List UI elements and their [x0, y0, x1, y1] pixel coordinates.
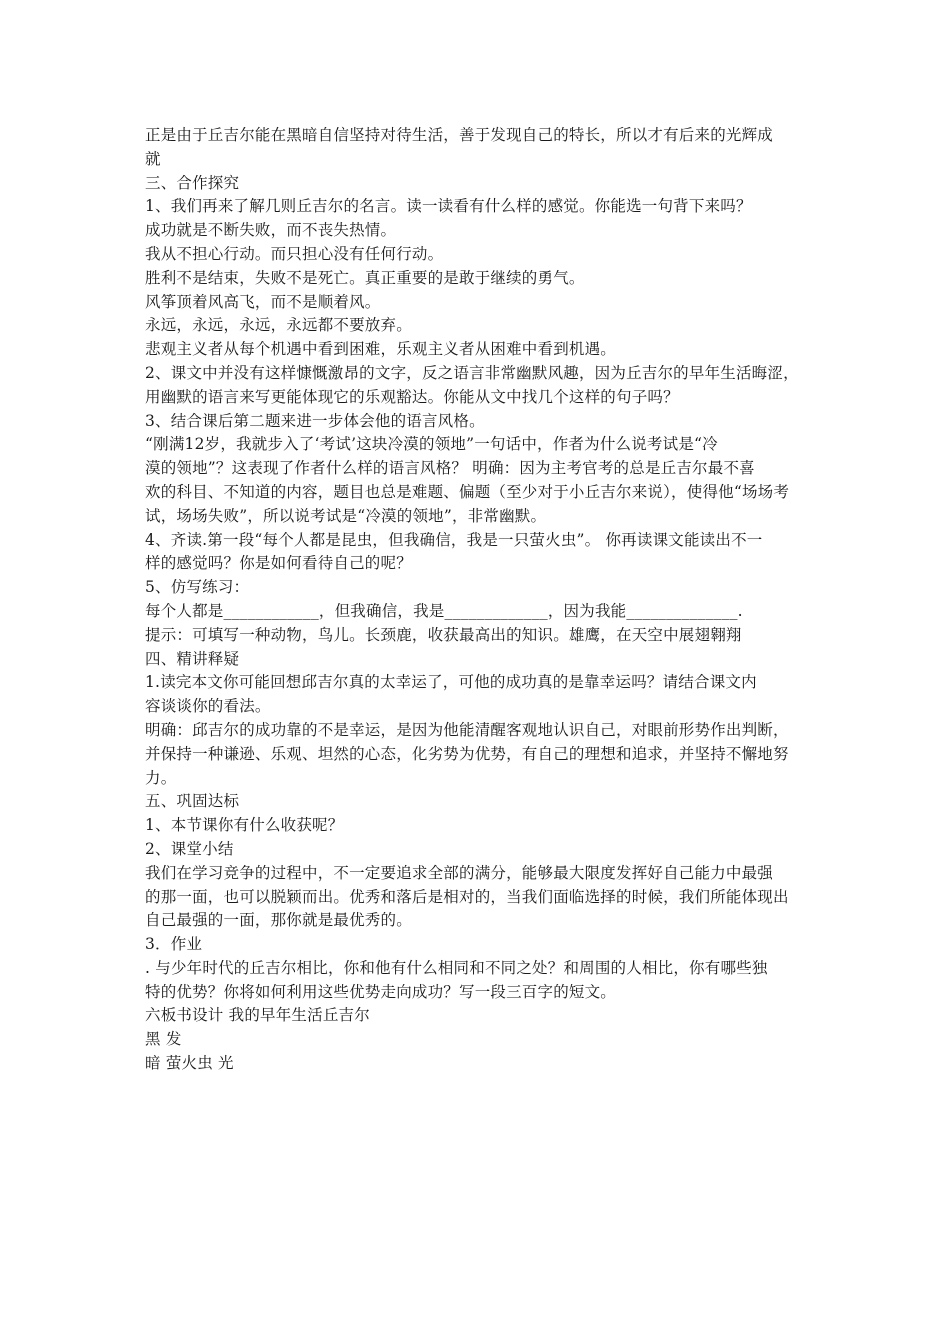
text-line: 我从不担心行动。而只担心没有任何行动。 — [145, 244, 444, 263]
text-line: 欢的科目、不知道的内容，题目也总是难题、偏题（至少对于小丘吉尔来说），使得他“场场考 — [145, 482, 790, 501]
text-line: 我们在学习竞争的过程中，不一定要追求全部的满分，能够最大限度发挥好自己能力中最强 — [145, 863, 774, 882]
text-line: 六板书设计 我的早年生活丘吉尔 — [145, 1006, 370, 1025]
text-line: 2、课文中并没有这样慷慨激昂的文字，反之语言非常幽默风趣，因为丘吉尔的早年生活晦涩， — [145, 363, 799, 382]
text-line: 漠的领地”？这表现了作者什么样的语言风格？ 明确：因为主考官考的总是丘吉尔最不喜 — [145, 459, 755, 478]
text-line: 力。 — [145, 768, 177, 787]
text-line: 样的感觉吗？你是如何看待自己的呢？ — [145, 554, 412, 573]
text-line: 自己最强的一面，那你就是最优秀的。 — [145, 911, 412, 930]
text-line: 4、齐读.第一段“每个人都是昆虫，但我确信，我是一只萤火虫”。 你再读课文能读出不一 — [145, 530, 763, 549]
text-line: 1、我们再来了解几则丘吉尔的名言。读一读看有什么样的感觉。你能选一句背下来吗？ — [145, 197, 752, 216]
text-line: 2、课堂小结 — [145, 839, 234, 858]
text-line: 特的优势？你将如何利用这些优势走向成功？写一段三百字的短文。 — [145, 982, 617, 1001]
text-line: 并保持一种谦逊、乐观、坦然的心态，化劣势为优势，有自己的理想和追求，并坚持不懈地努 — [145, 744, 789, 763]
text-line: 用幽默的语言来写更能体现它的乐观豁达。你能从文中找几个这样的句子吗？ — [145, 387, 679, 406]
text-line: 提示：可填写一种动物，鸟儿。长颈鹿，收获最高出的知识。雄鹰，在天空中展翅翱翔 — [145, 625, 742, 644]
text-line: 容谈谈你的看法。 — [145, 697, 271, 716]
text-line: 胜利不是结束，失败不是死亡。真正重要的是敢于继续的勇气。 — [145, 268, 585, 287]
text-line: 黑 发 — [145, 1030, 182, 1049]
text-line: 五、巩固达标 — [145, 792, 240, 811]
text-line: 悲观主义者从每个机遇中看到困难，乐观主义者从困难中看到机遇。 — [145, 340, 617, 359]
text-line: 三、合作探究 — [145, 173, 240, 192]
text-line: 成功就是不断失败，而不丧失热情。 — [145, 221, 397, 240]
document-page — [145, 124, 815, 1076]
text-line: 3、结合课后第二题来进一步体会他的语言风格。 — [145, 411, 485, 430]
text-line: 明确：邱吉尔的成功靠的不是幸运，是因为他能清醒客观地认识自己，对眼前形势作出判断， — [145, 720, 789, 739]
text-line: 暗 萤火虫 光 — [145, 1054, 234, 1073]
text-line: 1、本节课你有什么收获呢？ — [145, 816, 344, 835]
text-line: “刚满12岁，我就步入了‘考试’这块冷漠的领地”一句话中，作者为什么说考试是“冷 — [145, 435, 718, 454]
text-line: 每个人都是____________，但我确信，我是_____________，因为我能______________. — [145, 601, 743, 620]
text-line: 正是由于丘吉尔能在黑暗自信坚持对待生活，善于发现自己的特长，所以才有后来的光辉成 — [145, 126, 774, 144]
text-line: 1.读完本文你可能回想邱吉尔真的太幸运了，可他的成功真的是靠幸运吗？请结合课文内 — [145, 673, 757, 692]
text-line: 5、仿写练习： — [145, 578, 250, 597]
text-line: 四、精讲释疑 — [145, 649, 240, 668]
text-line: 的那一面，也可以脱颖而出。优秀和落后是相对的，当我们面临选择的时候，我们所能体现出 — [145, 887, 789, 906]
text-line: 就 — [145, 149, 161, 168]
text-line: 3．作业 — [145, 935, 203, 954]
text-line: . 与少年时代的丘吉尔相比，你和他有什么相同和不同之处？和周围的人相比，你有哪些独 — [145, 958, 768, 977]
text-line: 风筝顶着风高飞，而不是顺着风。 — [145, 292, 381, 311]
text-line: 试，场场失败”，所以说考试是“冷漠的领地”，非常幽默。 — [145, 506, 547, 525]
text-line: 永远，永远，永远，永远都不要放弃。 — [145, 316, 412, 335]
